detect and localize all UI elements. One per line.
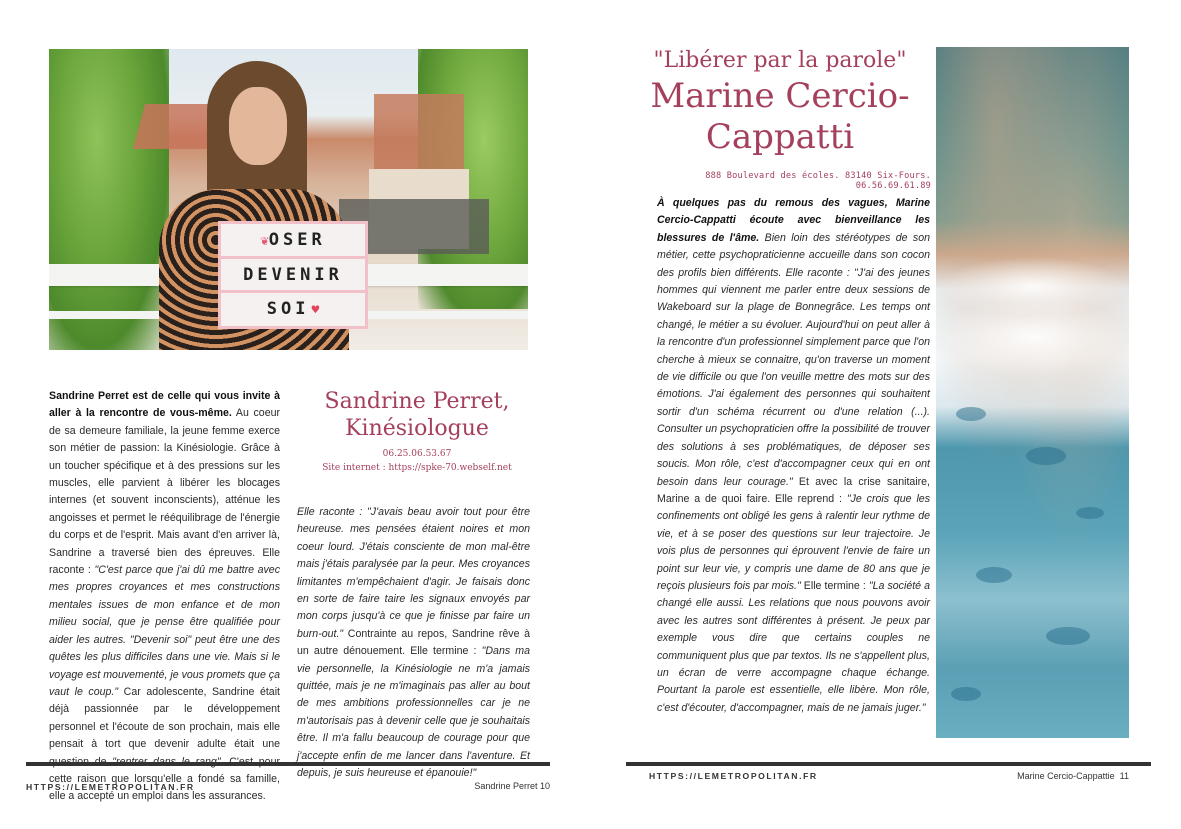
headline-name: Cappatti bbox=[705, 117, 855, 157]
footer-url[interactable]: HTTPS://LEMETROPOLITAN.FR bbox=[649, 771, 818, 781]
page-label: Marine Cercio-Cappattie bbox=[1017, 771, 1115, 781]
article-subtitle: Kinésiologue bbox=[345, 416, 489, 441]
water-spot bbox=[976, 567, 1012, 583]
person-face bbox=[229, 87, 287, 165]
sandrine-column-1 bbox=[49, 388, 280, 806]
footer-rule bbox=[626, 762, 1151, 766]
flamingo-icon: ❦ bbox=[260, 232, 269, 249]
headline-name: Marine Cercio- bbox=[650, 76, 910, 116]
quote-text: Bien loin des stéréotypes de son métier, cette psychopraticienne accueille dans son cocon des profils bien différents. Elle raconte : "J'ai des jeunes hommes qui viennent me parler entre deux sessions de Wakeboard sur la plage de Bonnegrâce. Les temps ont changé, le métier a su évoluer. Aujourd'hui on peut aller à la rencontre d'un professionnel simplement parce que l'on cherche à mieux se connaitre, qu'on traverse un moment de vie difficile ou que l'on veuille mettre des mots sur des émotions. J'ai également des personnes qui souhaitent sortir d'un schéma récurrent ou d'une relation (...). Consulter un psychopraticien offre la possibilité de trouver des solutions à ses problématiques, de déposer ses soucis. Mon rôle, c'est d'accompagner ceux qui en ont besoin dans leur courage." bbox=[657, 231, 931, 488]
sign-line: SOI ♥ bbox=[266, 298, 320, 319]
water-spot bbox=[1076, 507, 1104, 519]
body-text: Et avec la crise sanitaire, Marine a de quoi faire. Elle reprend : bbox=[657, 475, 930, 505]
marine-column bbox=[657, 195, 930, 717]
website-link[interactable]: Site internet : https://spke-70.webself.net bbox=[322, 463, 512, 473]
wave-foam bbox=[936, 297, 1129, 377]
water-spot bbox=[951, 687, 981, 701]
phone-number: 06.25.06.53.67 bbox=[382, 449, 452, 459]
quote-text: "La société a changé elle aussi. Les relations que nous pouvons avoir avec les autres sont différentes à présent. Je peux par exemple vous dire que certains couples ne communiquent plus que par textos. Ils ne s'appellent plus, un écran de verre accompagne chaque échange. Pourtant la parole est essentielle, elle libère. Mon rôle, c'est d'écouter, d'accompagner, mais de ne jamais juger." bbox=[657, 579, 930, 714]
address-line: 888 Boulevard des écoles. 83140 Six-Fours. 06.56.69.61.89 bbox=[705, 171, 931, 191]
quote-text: Elle raconte : "J'avais beau avoir tout pour être heureuse. mes pensées étaient noires et mon coeur lourd. J'étais consciente de mon mal-être mais j'étais paralysée par la peur. Mes croyances limitantes m'empêchaient d'agir. Je faisais donc en sorte de faire taire les signaux envoyés par mon corps jusqu'à ce que je finisse par faire un burn-out." bbox=[297, 506, 530, 640]
tree-left bbox=[49, 49, 169, 350]
page-label: Sandrine Perret bbox=[474, 781, 538, 791]
water-spot bbox=[1046, 627, 1090, 645]
lightbox-sign bbox=[218, 221, 368, 329]
sandrine-column-2 bbox=[297, 504, 530, 783]
sign-line: DEVENIR bbox=[221, 260, 365, 293]
page-num: 10 bbox=[539, 781, 550, 791]
quote-text: "C'est parce que j'ai dû me battre avec mes propres croyances et mes constructions mentales issues de mon enfance et de mon milieu social, que je pense être qualifiée pour aider les autres. "Devenir soi" peut être une des quêtes les plus difficiles dans une vie. Mais si le voyage est mouvementé, je vous promets que ça vaut le coup." bbox=[49, 564, 280, 698]
water-spot bbox=[1026, 447, 1066, 465]
sandrine-name-block bbox=[297, 388, 537, 474]
headline-kicker: "Libérer par la parole" bbox=[653, 48, 907, 73]
body-text: cette raison que lorsqu'elle a fondé sa famille, elle a accepté un emploi dans les assurances. bbox=[49, 772, 280, 803]
lead-text: Sandrine Perret est de celle qui vous invite à aller à la rencontre de vous-même. bbox=[49, 390, 280, 420]
heart-icon: ♥ bbox=[311, 302, 320, 318]
footer-url[interactable]: HTTPS://LEMETROPOLITAN.FR bbox=[26, 782, 195, 792]
sign-line: ❦OSER bbox=[221, 225, 365, 259]
marine-headline bbox=[630, 48, 930, 158]
water-spot bbox=[956, 407, 986, 421]
body-text: Elle termine : bbox=[800, 579, 869, 592]
quote-text: "Je crois que les confinements ont obligé les gens à ralentir leur rythme de vie, et à se poser des questions sur leur trajectoire. Je vois plus de personnes qui éprouvent l'envie de faire un point sur leur vie, y compris une dame de 80 ans que je reçois plusieurs fois par mois." bbox=[657, 492, 930, 592]
page-num: 11 bbox=[1119, 771, 1129, 781]
left-page bbox=[0, 0, 590, 829]
ocean-photo bbox=[936, 47, 1129, 738]
article-title: Sandrine Perret, bbox=[324, 389, 510, 414]
body-text: Contrainte au repos, Sandrine rêve à un autre dénouement. Elle termine : bbox=[297, 627, 530, 658]
page-number bbox=[1017, 771, 1129, 781]
page-number bbox=[474, 781, 550, 791]
right-page bbox=[590, 0, 1181, 829]
lead-text: À quelques pas du remous des vagues, Marine Cercio-Cappatti écoute avec bienveillance les blessures de l'âme. bbox=[657, 197, 930, 244]
body-text: Car adolescente, Sandrine était déjà passionnée par le développement personnel et l'écoute de son prochain, mais elle pensait à tort que devenir adulte était une bbox=[49, 685, 280, 751]
quote-text: "Dans ma vie personnelle, la Kinésiologie ne m'a jamais quittée, mais je ne m'imaginais pas aller au bout de mes ambitions professionnelles car je ne m'autorisais pas à devenir celle que je souhaitais être. Il m'a fallu beaucoup de courage pour que j'accepte enfin de me lancer dans l'aventure. Et depuis, je suis heureuse et épanouie!" bbox=[297, 645, 531, 780]
sandrine-photo bbox=[49, 49, 528, 350]
footer-rule bbox=[26, 762, 550, 766]
roof bbox=[374, 94, 464, 174]
body-text: Au coeur de sa demeure familiale, la jeune femme exerce son métier de passion: la Kinésiologie. Grâce à un toucher spécifique et à des pressions sur les muscles, elle parvient à libérer les blocages internes (et souvent inconscients), atténue les angoisses et permet le rééquilibrage de l'énergie du corps et de l'esprit. Mais avant d'en arriver là, Sandrine a traversé bien des épreuves. Elle raconte : bbox=[49, 407, 281, 577]
